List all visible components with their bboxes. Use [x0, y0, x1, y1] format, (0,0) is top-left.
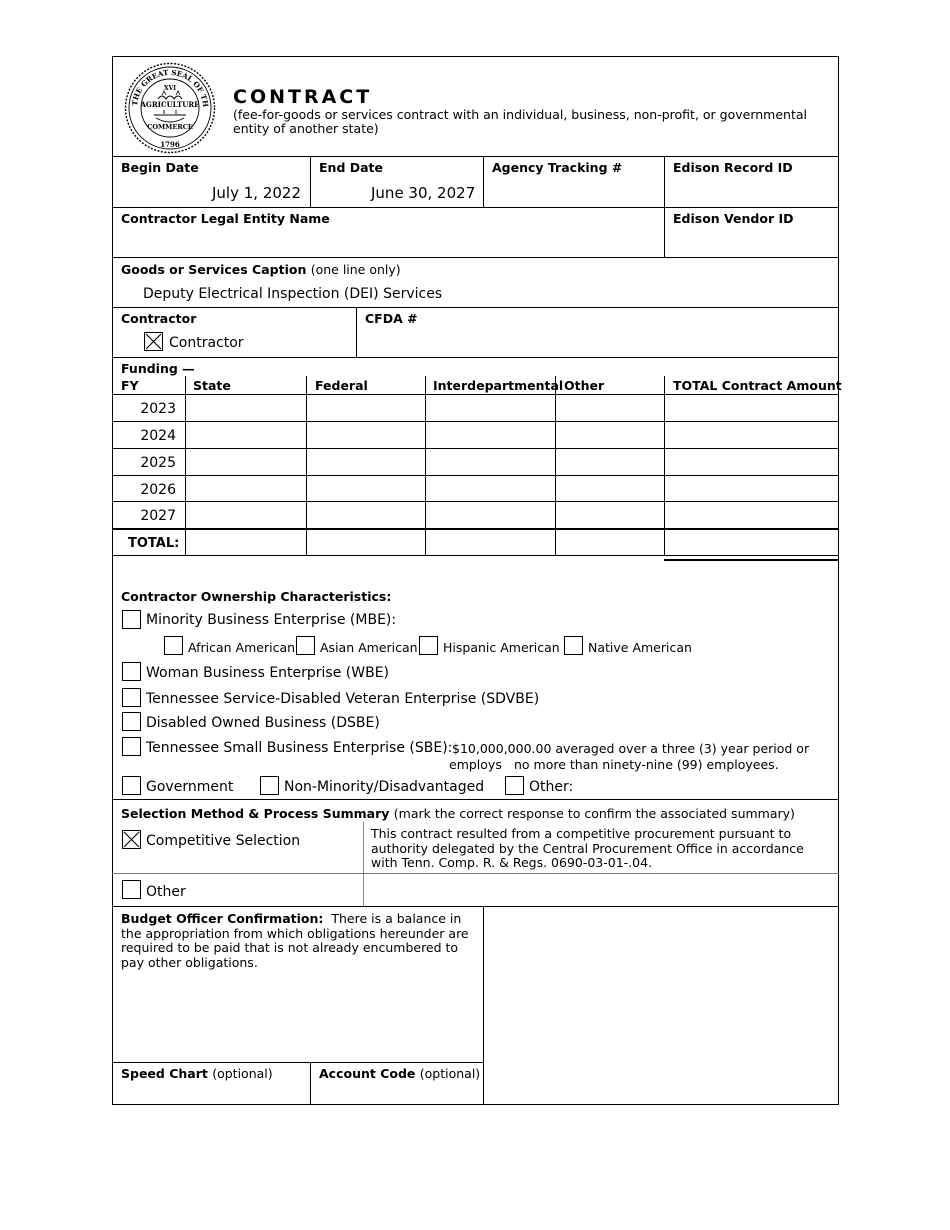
hispanic-american-label: Hispanic American: [443, 640, 560, 655]
non-minority-checkbox[interactable]: [260, 776, 279, 795]
sbe-detail-employs: employs: [449, 757, 502, 772]
government-label: Government: [146, 779, 234, 795]
contractor-legal-entity-label: Contractor Legal Entity Name: [121, 211, 330, 226]
competitive-selection-summary: This contract resulted from a competitive procurement pursuant to authority delegated by the Central Procurement Office in accordance with Tenn. Comp. R. & Regs. 0690-03-01-.04.: [371, 826, 804, 870]
account-code-label: Account Code (optional): [319, 1066, 481, 1081]
dsbe-label: Disabled Owned Business (DSBE): [146, 715, 380, 731]
selection-other-checkbox[interactable]: [122, 880, 141, 899]
sdvbe-checkbox[interactable]: [122, 688, 141, 707]
goods-services-caption-value[interactable]: Deputy Electrical Inspection (DEI) Services: [143, 286, 443, 302]
funding-label: Funding —: [121, 361, 195, 376]
funding-fy-2023: 2023: [140, 401, 176, 417]
sbe-label: Tennessee Small Business Enterprise (SBE):: [146, 740, 453, 756]
native-american-checkbox[interactable]: [564, 636, 583, 655]
competitive-selection-label: Competitive Selection: [146, 833, 301, 849]
asian-american-checkbox[interactable]: [296, 636, 315, 655]
seal-agriculture-text: AGRICULTURE: [140, 100, 200, 109]
native-american-label: Native American: [588, 640, 692, 655]
mbe-checkbox[interactable]: [122, 610, 141, 629]
page-title: CONTRACT: [233, 86, 373, 108]
agency-tracking-label: Agency Tracking #: [492, 160, 623, 175]
government-checkbox[interactable]: [122, 776, 141, 795]
budget-officer-confirmation: Budget Officer Confirmation: There is a balance in the appropriation from which obligations hereunder are required to be paid that is not already encumbered to pay other obligations.: [121, 911, 469, 970]
african-american-label: African American: [188, 640, 296, 655]
seal-ring-text: THE GREAT SEAL OF TH: [130, 67, 211, 108]
sbe-checkbox[interactable]: [122, 737, 141, 756]
goods-services-caption-label: Goods or Services Caption (one line only): [121, 262, 401, 277]
funding-fy-2025: 2025: [140, 455, 176, 471]
funding-total-label: TOTAL:: [128, 536, 180, 551]
funding-col-other: Other: [564, 378, 605, 393]
funding-col-total: TOTAL Contract Amount: [673, 378, 842, 393]
contractor-checkbox[interactable]: [144, 332, 163, 351]
contractor-label: Contractor: [121, 311, 197, 326]
funding-fy-2026: 2026: [140, 482, 176, 498]
hispanic-american-checkbox[interactable]: [419, 636, 438, 655]
sbe-detail-line-2: no more than ninety-nine (99) employees.: [514, 757, 779, 772]
edison-vendor-id-label: Edison Vendor ID: [673, 211, 794, 226]
funding-col-interdepartmental: Interdepartmental: [433, 378, 564, 393]
ownership-other-label: Other:: [529, 779, 574, 795]
begin-date-label: Begin Date: [121, 160, 199, 175]
ownership-heading: Contractor Ownership Characteristics:: [121, 589, 392, 604]
page-subtitle: (fee-for-goods or services contract with an individual, business, non-profit, or governmental entity of another state): [233, 107, 807, 136]
funding-col-state: State: [193, 378, 231, 393]
african-american-checkbox[interactable]: [164, 636, 183, 655]
funding-fy-2024: 2024: [140, 428, 176, 444]
competitive-selection-checkbox[interactable]: [122, 830, 141, 849]
end-date-label: End Date: [319, 160, 384, 175]
funding-col-fy: FY: [121, 378, 139, 393]
selection-method-heading: Selection Method & Process Summary (mark the correct response to confirm the associated summary): [121, 806, 795, 821]
non-minority-label: Non-Minority/Disadvantaged: [284, 779, 485, 795]
mbe-label: Minority Business Enterprise (MBE):: [146, 612, 397, 628]
seal-commerce-text: COMMERCE: [147, 123, 193, 131]
end-date-value[interactable]: June 30, 2027: [371, 184, 476, 202]
wbe-label: Woman Business Enterprise (WBE): [146, 665, 389, 681]
state-seal: [124, 62, 216, 154]
checked-x-icon: [145, 333, 162, 350]
edison-record-id-label: Edison Record ID: [673, 160, 793, 175]
dsbe-checkbox[interactable]: [122, 712, 141, 731]
speed-chart-label: Speed Chart (optional): [121, 1066, 273, 1081]
cfda-label: CFDA #: [365, 311, 418, 326]
seal-roman-numeral: XVI: [163, 85, 177, 92]
ownership-other-checkbox[interactable]: [505, 776, 524, 795]
seal-year-text: 1796: [160, 140, 180, 149]
begin-date-value[interactable]: July 1, 2022: [212, 184, 301, 202]
sbe-detail-line-1: $10,000,000.00 averaged over a three (3) year period or: [452, 741, 810, 756]
contractor-checkbox-label: Contractor: [169, 335, 244, 351]
selection-other-label: Other: [146, 884, 186, 900]
funding-col-federal: Federal: [315, 378, 368, 393]
wbe-checkbox[interactable]: [122, 662, 141, 681]
sdvbe-label: Tennessee Service-Disabled Veteran Enterprise (SDVBE): [146, 691, 540, 707]
checked-x-icon: [123, 831, 140, 848]
funding-fy-2027: 2027: [140, 508, 176, 524]
asian-american-label: Asian American: [320, 640, 418, 655]
